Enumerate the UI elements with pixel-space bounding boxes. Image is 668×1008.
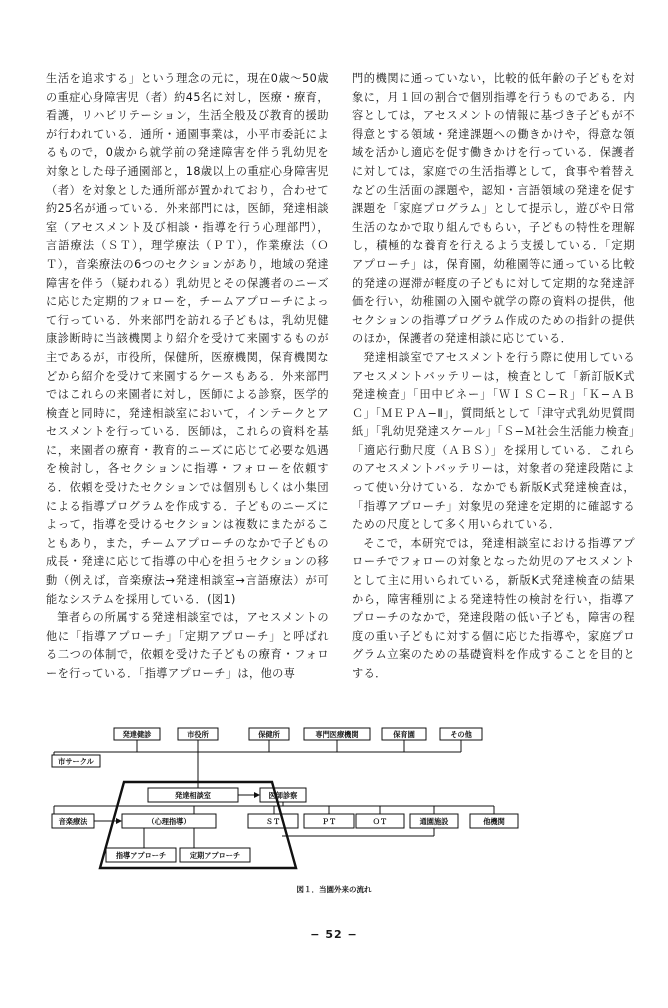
guidance-approach-label: 指導アプローチ [115,851,167,860]
source-label: 発達健診 [122,730,152,739]
text-column-left [46,70,329,684]
paragraph: 生活を追求する」という理念の元に，現在0歳〜50歳の重症心身障害児（者）約45名に対し，医療・療育，看護，リハビリテーション，生活全般及び教育的援助が行われている．通所・通園事業は，小平市委託によるもので，0歳から就学前の発達障害を伴う乳幼児を対象とした母子通園部と，18歳以上の重症心身障害児（者）を対象とした通所部が置かれており，合わせて約25名が通っている．外来部門には，医師，発達相談室（アセスメント及び相談・指導を行う心理部門），言語療法（ＳＴ），理学療法（ＰＴ），作業療法（ＯＴ），音楽療法の6つのセクションがあり，地域の発達障害を伴う（疑われる）乳幼児とその保護者のニーズに応じた定期的フォローを，チームアプローチによって行っている．外来部門を訪れる子どもは，乳幼児健康診断時に当該機関より紹介を受けて来園するものが主であるが，市役所，保健所，医療機関，保育機関などから紹介を受けて来園するケースもある．外来部門ではこれらの来園者に対し，医師による診察，医学的検査と同時に，発達相談室において，インテークとアセスメントを行っている．医師は，これらの資料を基に，来園者の療育・教育的ニーズに応じて必要な処遇を検討し，各セクションに指導・フォローを依頼する．依頼を受けたセクションでは個別もしくは小集団による指導プログラムを作成する．子どものニーズによって，指導を受けるセクションは複数にまたがることもあり，また，チームアプローチのなかで子どもの成長・発達に応じて指導の中心を担うセクションの移動（例えば，音楽療法→発達相談室→言語療法）が可能なシステムを採用している．(図1) [46,72,329,606]
therapy-label: ＳＴ [265,817,281,826]
text-column-right [352,70,635,684]
city-circle-label: 市サークル [58,757,94,766]
source-label: 市役所 [187,730,209,739]
periodic-approach-label: 定期アプローチ [189,851,241,860]
page-number: − 52 − [310,928,358,941]
consult-room-label: 発達相談室 [175,791,211,800]
source-label: 保育園 [393,730,415,739]
doctor-exam-label: 医師診察 [268,791,298,800]
source-label: 保健所 [258,730,280,739]
therapy-label: 通園施設 [419,817,449,826]
paragraph: 門的機関に通っていない，比較的低年齢の子どもを対象に，月１回の割合で個別指導を行うものである．内容としては，アセスメントの情報に基づき子どもが不得意とする領域・発達課題への働きかけや，得意な領域を活かし適応を促す働きかけを行っている．保護者に対しては，家庭での生活指導として，食事や着替えなどの生活面の課題や，認知・言語領域の発達を促す課題を「家庭プログラム」として提示し，遊びや日常生活のなかで取り組んでもらい，子どもの特性を理解し，積極的な養育を行えるよう支援している．「定期アプローチ」は，保育園，幼稚園等に通っている比較的発達の遅滞が軽度の子どもに対して定期的な発達評価を行い，幼稚園の入園や就学の際の資料の提供，他セクションの指導プログラム作成のための指針の提供のほか，保護者の発達相談に応じている． [352,72,635,346]
psych-guidance-label: （心理指導） [147,817,191,826]
source-label: その他 [450,730,472,739]
therapy-label: ＰＴ [321,817,337,826]
paragraph: そこで，本研究では，発達相談室における指導アプローチでフォローの対象となった幼児のアセスメントとして主に用いられている，新版K式発達検査の結果から，障害種別による発達特性の検討を行い，指導アプローチのなかで，発達段階の低い子ども，障害の程度の重い子どもに対する個に応じた指導や，家庭プログラム立案のための基礎資料を作成することを目的とする． [352,536,635,680]
therapy-label: ＯＴ [372,817,388,826]
source-label: 専門医療機関 [315,730,359,739]
music-therapy-label: 音楽療法 [58,817,88,826]
paragraph: 発達相談室でアセスメントを行う際に使用しているアセスメントバッテリーは，検査として「新訂版K式発達検査」「田中ビネー」「ＷＩＳＣ−Ｒ」「Ｋ−ＡＢＣ」「ＭＥＰＡ−Ⅱ」，質問紙として「津守式乳幼児質問紙」「乳幼児発達スケール」「Ｓ−Ｍ社会生活能力検査」「適応行動尺度（ＡＢＳ）」を採用している．これらのアセスメントバッテリーは，対象者の発達段階によって使い分けている．なかでも新版K式発達検査は，「指導アプローチ」対象児の発達を定期的に確認するための尺度として多く用いられている． [352,350,635,532]
outpatient-flow-figure [44,722,524,874]
therapy-label: 他機関 [483,817,505,826]
paragraph: 筆者らの所属する発達相談室では，アセスメントの他に「指導アプローチ」「定期アプローチ」と呼ばれる二つの体制で，依頼を受けた子どもの療育・フォローを行っている．「指導アプローチ」は，他の専 [46,611,329,680]
figure-caption: 図１．当園外来の流れ [296,885,372,894]
